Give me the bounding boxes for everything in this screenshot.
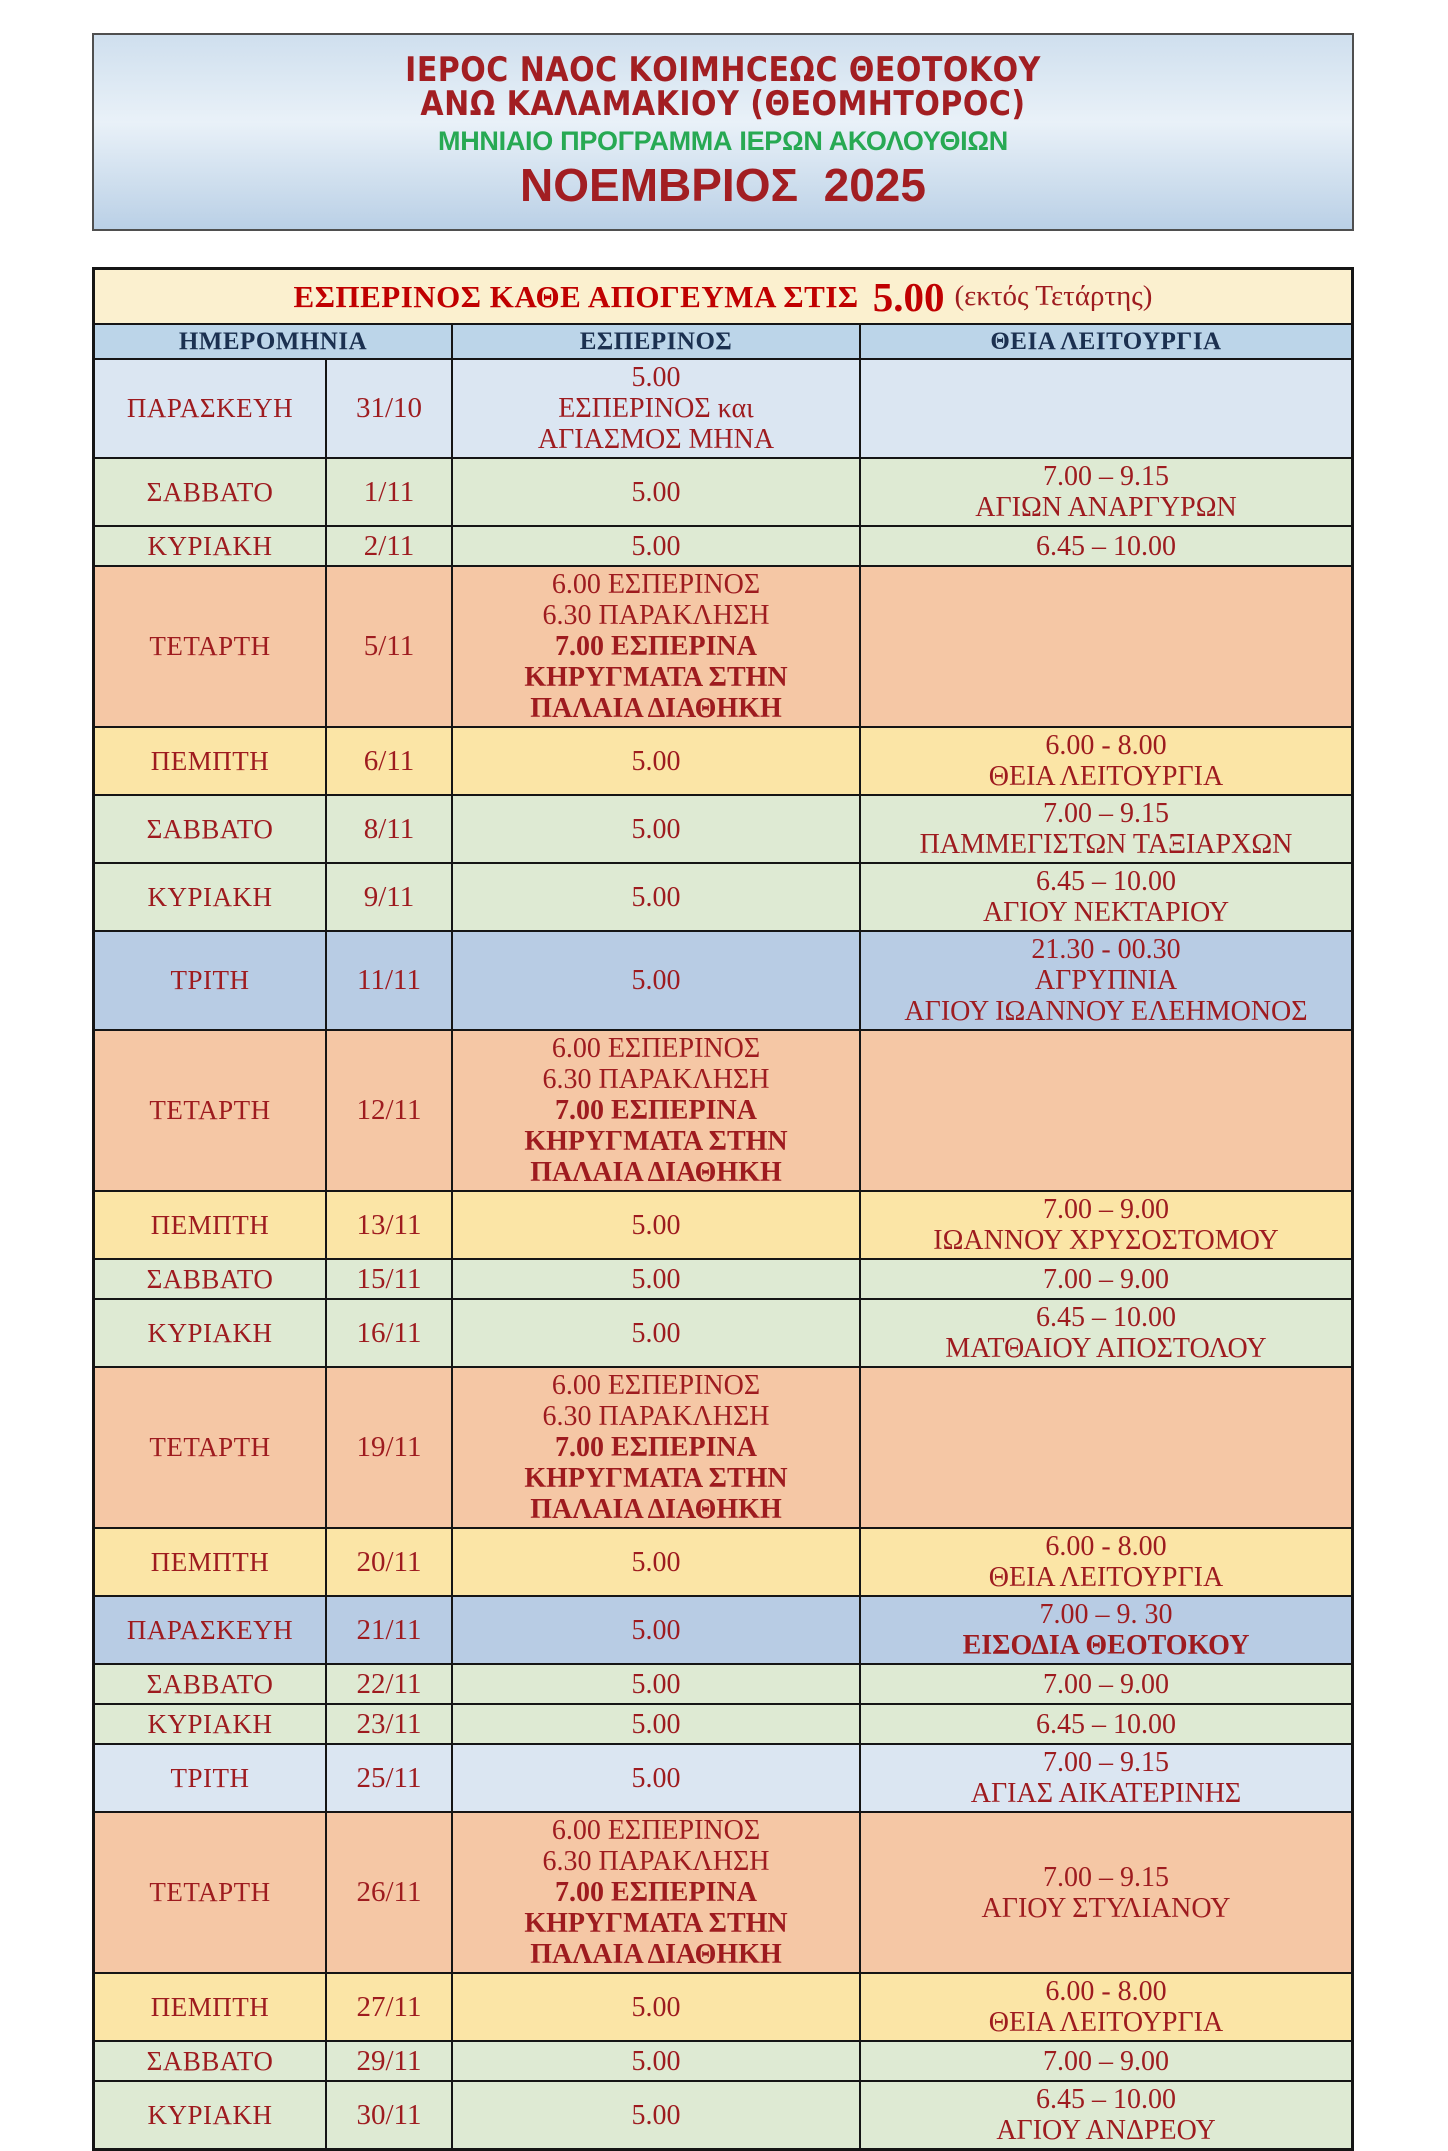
day-cell: ΤΕΤΑΡΤΗ (149, 1877, 271, 1907)
liturgy-cell: 6.45 – 10.00 (859, 1705, 1351, 1743)
col-header-liturgy: ΘΕΙΑ ΛΕΙΤΟΥΡΓΙΑ (859, 325, 1351, 358)
liturgy-cell: 7.00 – 9.00 (859, 2042, 1351, 2080)
day-cell: ΤΡΙΤΗ (170, 965, 250, 995)
schedule-row (95, 726, 1351, 794)
date-cell: 25/11 (325, 1745, 451, 1811)
program-subtitle: ΜΗΝΙΑΙΟ ΠΡΟΓΡΑΜΜΑ ΙΕΡΩΝ ΑΚΟΛΟΥΘΙΩΝ (438, 126, 1008, 156)
vespers-cell: 5.00 (451, 527, 859, 565)
date-cell: 5/11 (325, 567, 451, 726)
liturgy-cell: 6.45 – 10.00 ΜΑΤΘΑΙΟΥ ΑΠΟΣΤΟΛΟΥ (859, 1300, 1351, 1366)
schedule-row (95, 1703, 1351, 1743)
date-cell: 12/11 (325, 1031, 451, 1190)
liturgy-cell (859, 1368, 1351, 1527)
date-cell: 22/11 (325, 1665, 451, 1703)
liturgy-cell: 6.00 - 8.00 ΘΕΙΑ ΛΕΙΤΟΥΡΓΙΑ (859, 1529, 1351, 1595)
date-cell: 16/11 (325, 1300, 451, 1366)
day-cell: ΤΡΙΤΗ (170, 1762, 250, 1793)
vespers-cell: 5.00 (451, 1745, 859, 1811)
schedule-row (95, 358, 1351, 457)
vespers-cell: 5.00 (451, 459, 859, 525)
liturgy-cell (859, 360, 1351, 457)
day-cell: ΚΥΡΙΑΚΗ (147, 1317, 273, 1348)
vespers-cell: 5.00 (451, 932, 859, 1029)
vespers-cell: 5.00 (451, 2042, 859, 2080)
vespers-cell: 6.00 ΕΣΠΕΡΙΝΟΣ 6.30 ΠΑΡΑΚΛΗΣΗ 7.00 ΕΣΠΕΡΙΝΑ ΚΗΡΥΓΜΑΤΑ ΣΤΗΝ ΠΑΛΑΙΑ ΔΙΑΘΗΚΗ (451, 567, 859, 726)
liturgy-cell: 6.45 – 10.00 (859, 527, 1351, 565)
day-cell: ΣΑΒΒΑΤΟ (146, 1263, 274, 1294)
vespers-cell: 5.00 (451, 728, 859, 794)
vespers-cell: 5.00 (451, 1665, 859, 1703)
vespers-cell: 6.00 ΕΣΠΕΡΙΝΟΣ 6.30 ΠΑΡΑΚΛΗΣΗ 7.00 ΕΣΠΕΡΙΝΑ ΚΗΡΥΓΜΑΤΑ ΣΤΗΝ ΠΑΛΑΙΑ ΔΙΑΘΗΚΗ (451, 1813, 859, 1972)
day-cell: ΤΕΤΑΡΤΗ (149, 1095, 271, 1125)
date-cell: 15/11 (325, 1260, 451, 1298)
liturgy-cell: 6.00 - 8.00 ΘΕΙΑ ΛΕΙΤΟΥΡΓΙΑ (859, 1974, 1351, 2040)
schedule-row (95, 525, 1351, 565)
liturgy-cell (859, 1031, 1351, 1190)
day-cell: ΣΑΒΒΑΤΟ (146, 1668, 274, 1699)
vespers-cell: 5.00 (451, 1192, 859, 1258)
schedule-row (95, 1595, 1351, 1663)
day-cell: ΚΥΡΙΑΚΗ (147, 881, 273, 912)
date-cell: 8/11 (325, 796, 451, 862)
vespers-cell: 5.00 (451, 1529, 859, 1595)
day-cell: ΚΥΡΙΑΚΗ (147, 530, 273, 561)
schedule-row (95, 2080, 1351, 2148)
schedule-row (95, 1663, 1351, 1703)
date-cell: 1/11 (325, 459, 451, 525)
liturgy-cell: 7.00 – 9.00 (859, 1665, 1351, 1703)
liturgy-cell: 7.00 – 9. 30 ΕΙΣΟΔΙΑ ΘΕΟΤΟΚΟΥ (859, 1597, 1351, 1663)
liturgy-cell: 7.00 – 9.15 ΠΑΜΜΕΓΙΣΤΩΝ ΤΑΞΙΑΡΧΩΝ (859, 796, 1351, 862)
liturgy-cell: 7.00 – 9.00 ΙΩΑΝΝΟΥ ΧΡΥΣΟΣΤΟΜΟΥ (859, 1192, 1351, 1258)
vespers-banner-text: ΕΣΠΕΡΙΝΟΣ ΚΑΘΕ ΑΠΟΓΕΥΜΑ ΣΤΙΣ (293, 278, 859, 314)
day-cell: ΠΕΜΠΤΗ (150, 1991, 270, 2022)
vespers-cell: 5.00 (451, 864, 859, 930)
liturgy-cell: 6.00 - 8.00 ΘΕΙΑ ΛΕΙΤΟΥΡΓΙΑ (859, 728, 1351, 794)
date-cell: 21/11 (325, 1597, 451, 1663)
schedule-row (95, 1972, 1351, 2040)
liturgy-cell: 21.30 - 00.30 ΑΓΡΥΠΝΙΑ ΑΓΙΟΥ ΙΩΑΝΝΟΥ ΕΛΕΗΜΟΝΟΣ (859, 932, 1351, 1029)
schedule-row (95, 457, 1351, 525)
schedule-row (95, 1258, 1351, 1298)
date-cell: 31/10 (325, 360, 451, 457)
vespers-banner-note: (εκτός Τετάρτης) (954, 280, 1153, 312)
church-name-line2: ΑΝΩ ΚΑΛΑΜΑΚΙΟΥ (ΘΕΟΜΗΤΟΡΟC) (420, 84, 1026, 125)
date-cell: 29/11 (325, 2042, 451, 2080)
day-cell: ΚΥΡΙΑΚΗ (147, 2099, 273, 2130)
date-cell: 20/11 (325, 1529, 451, 1595)
date-cell: 27/11 (325, 1974, 451, 2040)
liturgy-cell: 7.00 – 9.15 ΑΓΙΑΣ ΑΙΚΑΤΕΡΙΝΗΣ (859, 1745, 1351, 1811)
day-cell: ΣΑΒΒΑΤΟ (146, 2045, 274, 2076)
day-cell: ΠΕΜΠΤΗ (150, 745, 270, 776)
date-cell: 11/11 (325, 932, 451, 1029)
vespers-banner-time: 5.00 (872, 273, 945, 320)
day-cell: ΤΕΤΑΡΤΗ (149, 1432, 271, 1462)
schedule-row (95, 1190, 1351, 1258)
date-cell: 23/11 (325, 1705, 451, 1743)
vespers-cell: 5.00 (451, 1705, 859, 1743)
date-cell: 30/11 (325, 2082, 451, 2148)
header-banner (92, 33, 1354, 231)
liturgy-cell: 6.45 – 10.00 ΑΓΙΟΥ ΑΝΔΡΕΟΥ (859, 2082, 1351, 2148)
schedule-row (95, 2040, 1351, 2080)
table-header-row (95, 323, 1351, 358)
day-cell: ΠΑΡΑΣΚΕΥΗ (126, 1614, 294, 1645)
schedule-row (95, 1029, 1351, 1190)
day-cell: ΠΕΜΠΤΗ (150, 1209, 270, 1240)
day-cell: ΠΕΜΠΤΗ (150, 1546, 270, 1577)
vespers-cell: 5.00 (451, 1260, 859, 1298)
schedule-table (92, 267, 1354, 2151)
date-cell: 26/11 (325, 1813, 451, 1972)
vespers-banner (95, 270, 1351, 323)
date-cell: 13/11 (325, 1192, 451, 1258)
schedule-row (95, 862, 1351, 930)
schedule-row (95, 930, 1351, 1029)
vespers-cell: 6.00 ΕΣΠΕΡΙΝΟΣ 6.30 ΠΑΡΑΚΛΗΣΗ 7.00 ΕΣΠΕΡΙΝΑ ΚΗΡΥΓΜΑΤΑ ΣΤΗΝ ΠΑΛΑΙΑ ΔΙΑΘΗΚΗ (451, 1031, 859, 1190)
date-cell: 9/11 (325, 864, 451, 930)
schedule-row (95, 1366, 1351, 1527)
vespers-cell: 6.00 ΕΣΠΕΡΙΝΟΣ 6.30 ΠΑΡΑΚΛΗΣΗ 7.00 ΕΣΠΕΡΙΝΑ ΚΗΡΥΓΜΑΤΑ ΣΤΗΝ ΠΑΛΑΙΑ ΔΙΑΘΗΚΗ (451, 1368, 859, 1527)
liturgy-cell (859, 567, 1351, 726)
month-title: ΝΟΕΜΒΡΙΟΣ 2025 (520, 159, 926, 211)
day-cell: ΚΥΡΙΑΚΗ (147, 1708, 273, 1739)
vespers-cell: 5.00 (451, 2082, 859, 2148)
day-cell: ΠΑΡΑΣΚΕΥΗ (126, 393, 294, 423)
schedule-row (95, 1743, 1351, 1811)
liturgy-cell: 7.00 – 9.00 (859, 1260, 1351, 1298)
church-name-line1: ΙΕΡΟC ΝΑΟC ΚΟΙΜΗCΕΩC ΘΕΟΤΟΚΟΥ (405, 50, 1041, 91)
date-cell: 6/11 (325, 728, 451, 794)
liturgy-cell: 7.00 – 9.15 ΑΓΙΩΝ ΑΝΑΡΓΥΡΩΝ (859, 459, 1351, 525)
col-header-date: ΗΜΕΡΟΜΗΝΙΑ (178, 327, 368, 355)
day-cell: ΣΑΒΒΑΤΟ (146, 476, 274, 507)
schedule-row (95, 1527, 1351, 1595)
vespers-cell: 5.00 (451, 1597, 859, 1663)
col-header-vespers: ΕΣΠΕΡΙΝΟΣ (451, 325, 859, 358)
date-cell: 19/11 (325, 1368, 451, 1527)
schedule-rows (95, 358, 1351, 2148)
vespers-cell: 5.00 (451, 1974, 859, 2040)
vespers-cell: 5.00 (451, 796, 859, 862)
schedule-row (95, 1298, 1351, 1366)
schedule-row (95, 794, 1351, 862)
liturgy-cell: 6.45 – 10.00 ΑΓΙΟΥ ΝΕΚΤΑΡΙΟΥ (859, 864, 1351, 930)
date-cell: 2/11 (325, 527, 451, 565)
schedule-row (95, 565, 1351, 726)
day-cell: ΤΕΤΑΡΤΗ (149, 631, 271, 661)
vespers-cell: 5.00 (451, 1300, 859, 1366)
vespers-cell: 5.00 ΕΣΠΕΡΙΝΟΣ και ΑΓΙΑΣΜΟΣ ΜΗΝΑ (451, 360, 859, 457)
liturgy-cell: 7.00 – 9.15 ΑΓΙΟΥ ΣΤΥΛΙΑΝΟΥ (859, 1813, 1351, 1972)
day-cell: ΣΑΒΒΑΤΟ (146, 813, 274, 844)
schedule-row (95, 1811, 1351, 1972)
